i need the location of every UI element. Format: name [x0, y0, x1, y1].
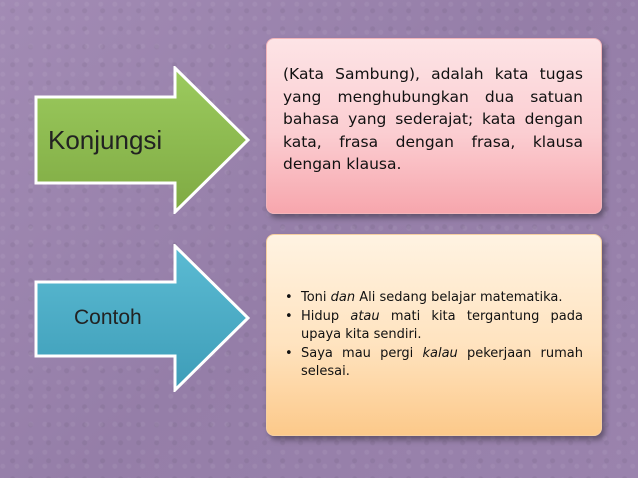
definition-text: (Kata Sambung), adalah kata tugas yang menghubungkan dua satuan bahasa yang sederajat; kata dengan kata, frasa dengan frasa, klausa dengan klausa. — [283, 65, 583, 173]
example-text: mati kita tergantung pada upaya kita sendiri. — [301, 308, 583, 342]
list-item — [301, 289, 583, 308]
definition-box — [266, 38, 602, 214]
arrow-shape — [34, 244, 264, 392]
example-text: Saya mau pergi — [301, 345, 423, 361]
conjunction-word: atau — [350, 308, 380, 324]
conjunction-word: dan — [330, 290, 356, 305]
example-text: Ali sedang belajar matematika. — [355, 290, 563, 305]
arrow-konjungsi — [34, 66, 264, 214]
list-item — [301, 308, 583, 345]
example-text: pekerjaan rumah selesai. — [301, 345, 583, 379]
example-text: Toni — [301, 290, 331, 305]
arrow-label: Contoh — [74, 306, 142, 329]
examples-list — [281, 289, 583, 382]
examples-box — [266, 234, 602, 436]
arrow-label: Konjungsi — [48, 124, 163, 155]
arrow-contoh — [34, 244, 264, 392]
conjunction-word: kalau — [422, 345, 458, 361]
example-text: Hidup — [301, 308, 351, 324]
list-item — [301, 345, 583, 382]
